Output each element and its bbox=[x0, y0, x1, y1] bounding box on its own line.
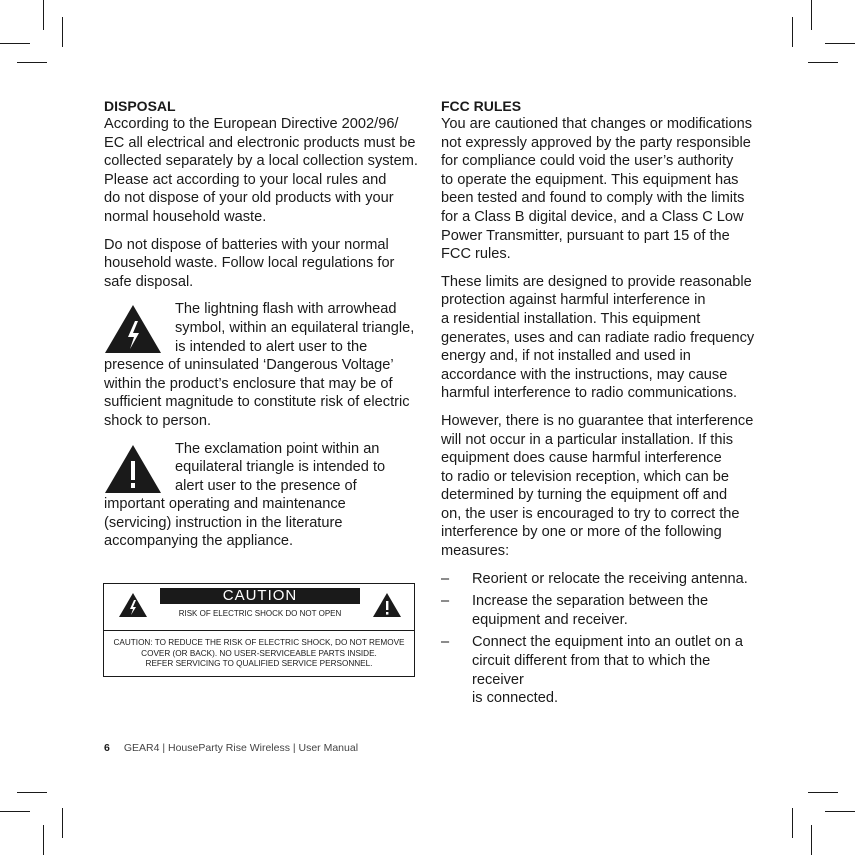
lightning-triangle-icon bbox=[104, 304, 162, 354]
list-item: – Increase the separation between the equipment and receiver. bbox=[441, 593, 709, 628]
disposal-paragraph-1: According to the European Directive 2002/96/ EC all electrical and electronic products must be collected separately by a local collection system. Please act according to your local rules and do not dispose of your old products with your normal household waste. bbox=[104, 116, 418, 225]
crop-mark bbox=[62, 17, 63, 47]
fcc-paragraph-2: These limits are designed to provide reasonable protection against harmful interference in a residential installation. This equipment generates, uses and can radiate radio frequency energy and, if not installed and used in accordance with the instructions, may cause harmful interference to radio communications. bbox=[441, 273, 755, 402]
footer-text: GEAR4 | HouseParty Rise Wireless | User Manual bbox=[123, 742, 359, 754]
crop-mark bbox=[811, 825, 812, 855]
fcc-heading: FCC RULES bbox=[441, 98, 522, 114]
lightning-text-top: The lightning flash with arrowhead symbol, within an equilateral triangle, is intended to alert user to the bbox=[175, 301, 415, 355]
exclamation-text-rest: important operating and maintenance (servicing) instruction in the literature accompanying the appliance. bbox=[104, 496, 346, 550]
caution-title: CAUTION bbox=[160, 588, 360, 604]
exclamation-text-top: The exclamation point within an equilateral triangle is intended to alert user to the presence of bbox=[175, 440, 386, 494]
crop-mark bbox=[792, 808, 793, 838]
disposal-heading: DISPOSAL bbox=[104, 98, 176, 114]
crop-mark bbox=[0, 811, 30, 812]
crop-mark bbox=[808, 62, 838, 63]
crop-mark bbox=[792, 17, 793, 47]
crop-mark bbox=[811, 0, 812, 30]
caution-body: CAUTION: TO REDUCE THE RISK OF ELECTRIC SHOCK, DO NOT REMOVE COVER (OR BACK). NO USER-SERVICEABLE PARTS INSIDE. REFER SERVICING TO QUALIFIED SERVICE PERSONNEL. bbox=[113, 638, 405, 668]
list-item: – Reorient or relocate the receiving antenna. bbox=[441, 570, 748, 587]
fcc-paragraph-1: You are cautioned that changes or modifications not expressly approved by the party responsible for compliance could void the user’s authority to operate the equipment. This equipment has been tested and found to comply with the limits for a Class B digital device, and a Class C Low Power Transmitter, pursuant to part 15 of the FCC rules. bbox=[441, 116, 753, 263]
fcc-section bbox=[441, 98, 759, 712]
lightning-warning bbox=[104, 300, 422, 430]
crop-mark bbox=[0, 43, 30, 44]
disposal-paragraph-2: Do not dispose of batteries with your normal household waste. Follow local regulations for safe disposal. bbox=[104, 236, 395, 290]
footer bbox=[104, 741, 358, 755]
crop-mark bbox=[43, 825, 44, 855]
caution-subtitle: RISK OF ELECTRIC SHOCK DO NOT OPEN bbox=[178, 609, 342, 618]
crop-mark bbox=[17, 62, 47, 63]
page-number: 6 bbox=[104, 742, 110, 754]
crop-mark bbox=[62, 808, 63, 838]
exclamation-warning bbox=[104, 440, 422, 552]
crop-mark bbox=[825, 43, 855, 44]
list-item: – Connect the equipment into an outlet on a circuit different from that to which the receiver is connected. bbox=[441, 634, 743, 707]
dash: – bbox=[441, 570, 450, 587]
crop-mark bbox=[43, 0, 44, 30]
dash: – bbox=[441, 593, 450, 610]
dash: – bbox=[441, 634, 450, 651]
caution-label bbox=[103, 583, 415, 677]
fcc-paragraph-3: However, there is no guarantee that interference will not occur in a particular installation. If this equipment does cause harmful interference to radio or television reception, which can be determined by turning the equipment off and on, the user is encouraged to try to correct the interference by one or more of the following measures: bbox=[441, 412, 754, 560]
crop-mark bbox=[825, 811, 855, 812]
crop-mark bbox=[17, 792, 47, 793]
exclamation-triangle-icon bbox=[104, 444, 162, 494]
divider bbox=[104, 630, 414, 631]
measures-list bbox=[441, 570, 759, 708]
lightning-text-rest: presence of uninsulated ‘Dangerous Voltage’ within the product’s enclosure that may be of sufficient magnitude to constitute risk of electric shock to person. bbox=[104, 357, 410, 429]
crop-mark bbox=[808, 792, 838, 793]
disposal-section bbox=[104, 98, 422, 560]
